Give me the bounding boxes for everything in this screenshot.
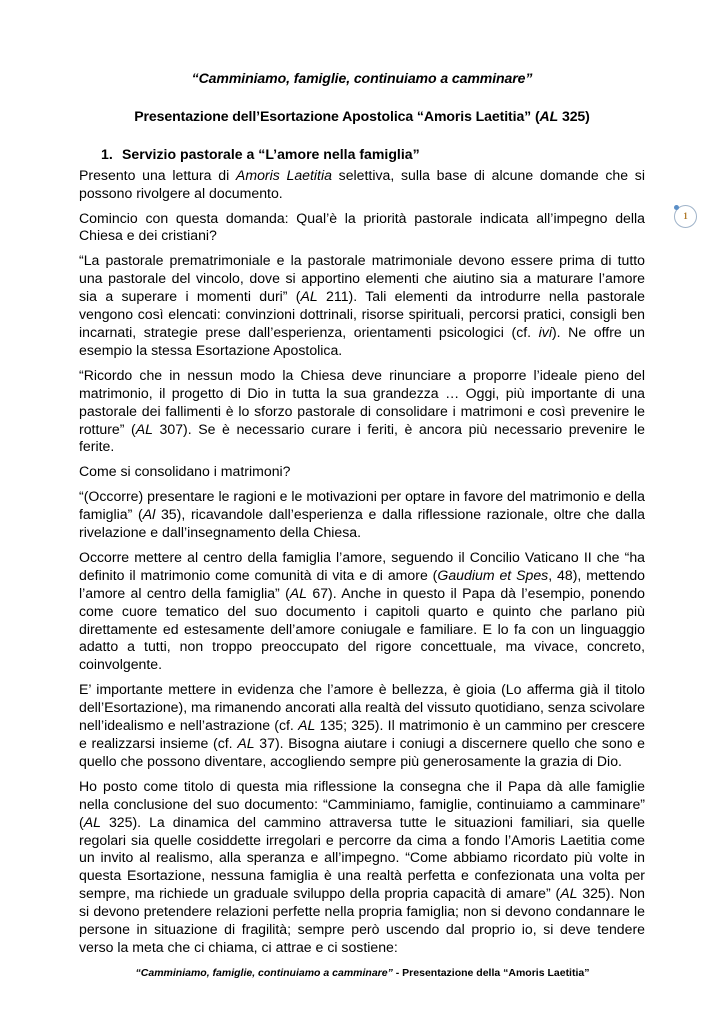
- paragraph-text: Ho posto come titolo di questa mia riflessione la consegna che il Papa dà alle famiglie nella conclusione del suo documento: “Camminiamo, famiglie, continuiamo a camminare” (: [79, 777, 645, 830]
- italic-text: Al: [142, 506, 156, 523]
- italic-text: Gaudium et Spes: [437, 566, 549, 583]
- paragraph: [79, 463, 645, 481]
- section-label: Servizio pastorale a “L’amore nella famiglia”: [122, 145, 420, 162]
- document-subtitle: [79, 108, 645, 126]
- section-number: 1.: [101, 145, 113, 162]
- paragraph-text: Come si consolidano i matrimoni?: [79, 463, 291, 480]
- body-text: [79, 167, 645, 957]
- paragraph-text: 211). Tali elementi da introdurre nella pastorale vengono così elencati: convinzioni dottrinali, risorse spirituali, percorsi pratici, consigli ben incarnati, strategie prese dall’esperienza, orientamenti psicologici (cf.: [79, 288, 645, 340]
- italic-text: AL: [300, 288, 318, 305]
- paragraph: [79, 252, 645, 359]
- paragraph-text: , 48), mettendo l’amore al centro della famiglia” (: [79, 566, 645, 601]
- italic-text: AL: [298, 717, 316, 734]
- paragraph-text: 67). Anche in questo il Papa dà l’esempio, ponendo come cuore tematico del suo documento i capitoli quarto e quinto che parlano più direttamente ed estesamente dell’amore coniugale e familiare. E lo fa con un linguaggio adatto a tutti, non troppo preoccupato del rigore concettuale, ma vivace, concreto, coinvolgente.: [79, 584, 645, 673]
- subtitle-ref: 325): [558, 107, 590, 124]
- page-number-dot: [674, 205, 679, 210]
- paragraph: [79, 488, 645, 542]
- footer-title: “Camminiamo, famiglie, continuiamo a camminare”: [135, 967, 393, 979]
- paragraph-text: 35), ricavandole dall’esperienza e dalla riflessione razionale, oltre che dalla rivelazione e dall’insegnamento della Chiesa.: [79, 506, 645, 541]
- paragraph-text: 37). Bisogna aiutare i coniugi a discernere quello che sono e quello che possono diventare, accogliendo sempre più generosamente la grazia di Dio.: [79, 735, 645, 769]
- paragraph-text: 325). La dinamica del cammino attraversa tutte le situazioni familiari, sia quelle regolari sia quelle cosiddette irregolari e percorre da cima a fondo l’Amoris Laetitia come un invito al realismo, alla speranza e all’impegno. “Come abbiamo ricordato più volte in questa Esortazione, nessuna famiglia è una realtà perfetta e confezionata una volta per sempre, ma richiede un graduale sviluppo della propria capacità di amare” (: [79, 813, 645, 902]
- paragraph: [79, 681, 645, 771]
- footer-subtitle: - Presentazione della “Amoris Laetitia”: [392, 967, 590, 979]
- paragraph-text: “La pastorale prematrimoniale e la pastorale matrimoniale devono essere prima di tutto una pastorale del vincolo, dove si apportino elementi che aiutino sia a maturare l’amore sia a superare i momenti duri” (: [79, 252, 645, 305]
- paragraph: [79, 778, 645, 957]
- italic-text: AL: [83, 813, 101, 830]
- page-footer: [0, 967, 725, 979]
- paragraph-text: 325). Non si devono pretendere relazioni perfette nella propria famiglia; non si devono condannare le persone in situazione di fragilità; sempre però uscendo dal proprio io, si deve tendere verso la meta che ci chiama, ci attrae e ci sostiene:: [79, 885, 646, 955]
- subtitle-abbrev: AL: [539, 107, 559, 124]
- paragraph-text: Presento una lettura di: [79, 166, 236, 183]
- italic-text: Amoris Laetitia: [235, 166, 332, 183]
- paragraph-text: “(Occorre) presentare le ragioni e le motivazioni per optare in favore del matrimonio e della famiglia” (: [79, 488, 645, 523]
- page-number-badge: 1: [674, 205, 697, 228]
- italic-text: AL: [135, 420, 153, 437]
- paragraph-text: E’ importante mettere in evidenza che l’amore è bellezza, è gioia (Lo afferma già il titolo dell’Esortazione), ma rimanendo ancorati alla realtà del vissuto quotidiano, senza scivolare nell’idealismo e nell’astrazione (cf.: [79, 681, 645, 734]
- document-title: “Camminiamo, famiglie, continuiamo a camminare”: [191, 70, 533, 86]
- paragraph: [79, 210, 645, 246]
- paragraph-text: ). Ne offre un esempio la stessa Esortazione Apostolica.: [79, 323, 645, 358]
- italic-text: AL: [289, 584, 308, 601]
- italic-text: ivi: [538, 323, 552, 340]
- paragraph-text: 307). Se è necessario curare i feriti, è ancora più necessario prevenire le ferite.: [79, 420, 645, 455]
- subtitle-text: Presentazione dell’Esortazione Apostolica “Amoris Laetitia” (: [134, 107, 540, 124]
- paragraph-text: selettiva, sulla base di alcune domande che si possono rivolgere al documento.: [79, 166, 645, 201]
- section-heading: [101, 146, 645, 164]
- document-page: [79, 70, 645, 964]
- italic-text: AL: [560, 885, 578, 902]
- paragraph: [79, 549, 645, 674]
- paragraph: [79, 367, 645, 457]
- paragraph-text: Comincio con questa domanda: Qual’è la priorità pastorale indicata all’impegno della Chiesa e dei cristiani?: [79, 209, 645, 244]
- paragraph-text: “Ricordo che in nessun modo la Chiesa deve rinunciare a proporre l’ideale pieno del matrimonio, il progetto di Dio in tutta la sua grandezza … Oggi, più importante di una pastorale dei fallimenti è lo sforzo pastorale di consolidare i matrimoni e così prevenire le rotture” (: [79, 366, 645, 437]
- paragraph-text: 135; 325). Il matrimonio è un cammino per crescere e realizzarsi insieme (cf.: [79, 717, 645, 751]
- italic-text: AL: [237, 735, 255, 751]
- paragraph-text: Occorre mettere al centro della famiglia l’amore, seguendo il Concilio Vaticano II che “ha definito il matrimonio come comunità di vita e di amore (: [79, 548, 645, 583]
- paragraph: [79, 167, 645, 203]
